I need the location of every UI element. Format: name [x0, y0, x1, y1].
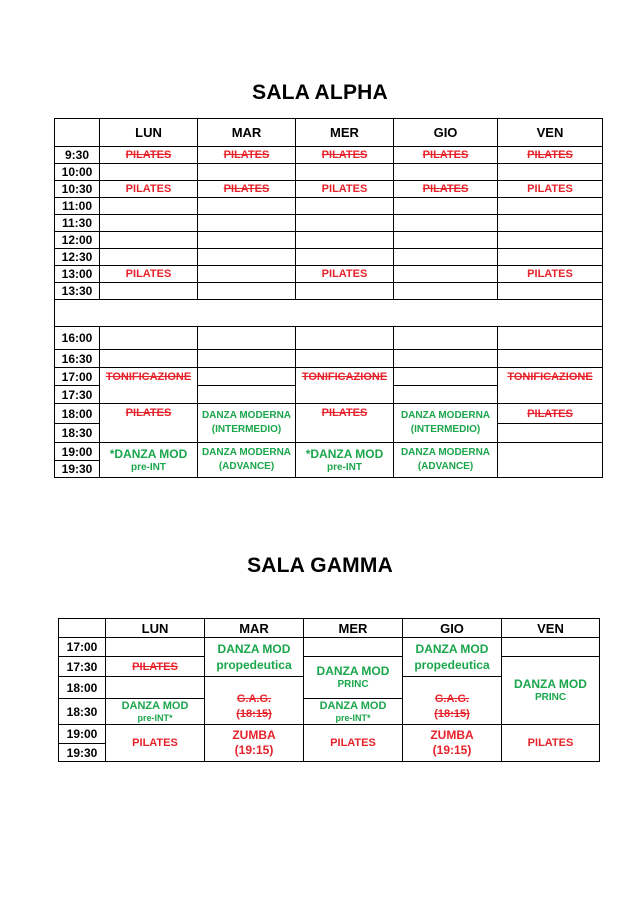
class-cell-danza-mod-propedeutica: [403, 638, 502, 677]
empty-cell: [296, 232, 394, 249]
empty-cell: [100, 198, 198, 215]
table-row: [55, 181, 603, 198]
sala-gamma-title: SALA GAMMA: [247, 554, 393, 577]
empty-cell: [198, 249, 296, 266]
corner-cell: [59, 619, 106, 638]
time-cell: 18:00: [55, 404, 100, 424]
empty-cell: [394, 368, 498, 386]
class-cell-pilates: PILATES: [296, 266, 394, 283]
time-cell: 9:30: [55, 147, 100, 164]
sala-alpha-title: SALA ALPHA: [252, 81, 388, 104]
time-cell: 16:00: [55, 327, 100, 350]
class-cell-pilates-cancelled: PILATES: [100, 147, 198, 164]
empty-cell: [106, 677, 205, 699]
time-cell: 10:00: [55, 164, 100, 181]
table-row: [55, 266, 603, 283]
time-cell: 13:00: [55, 266, 100, 283]
empty-cell: [498, 350, 603, 368]
class-cell-danza-mod-pre-int: [100, 443, 198, 478]
class-cell-pilates-cancelled: PILATES: [198, 181, 296, 198]
class-cell-pilates: PILATES: [502, 725, 600, 762]
class-cell-danza-moderna-advance: [394, 443, 498, 478]
class-name: DANZA MOD: [514, 677, 587, 691]
time-cell: 13:30: [55, 283, 100, 300]
class-level: propedeutica: [414, 658, 490, 672]
class-cell-pilates: PILATES: [498, 266, 603, 283]
day-header-mar: MAR: [205, 619, 304, 638]
class-name: ZUMBA: [430, 728, 474, 742]
class-name: DANZA MODERNA: [400, 410, 491, 421]
time-cell: 12:00: [55, 232, 100, 249]
day-header-lun: LUN: [100, 119, 198, 147]
time-cell: 17:00: [59, 638, 106, 657]
day-header-ven: VEN: [502, 619, 600, 638]
class-cell-pilates-cancelled: PILATES: [498, 147, 603, 164]
class-cell-pilates: PILATES: [498, 181, 603, 198]
empty-cell: [498, 215, 603, 232]
class-cell-pilates-cancelled: PILATES: [106, 657, 205, 677]
empty-cell: [498, 424, 603, 443]
time-cell: 19:00: [55, 443, 100, 461]
class-cell-tonificazione-cancelled: TONIFICAZIONE: [296, 368, 394, 404]
class-cell-pilates-cancelled: PILATES: [296, 147, 394, 164]
time-cell: 17:30: [55, 386, 100, 404]
day-header-mer: MER: [296, 119, 394, 147]
class-time: (19:15): [234, 743, 274, 757]
sala-alpha-schedule-table: [54, 118, 603, 478]
empty-cell: [296, 198, 394, 215]
empty-cell: [106, 638, 205, 657]
class-name: DANZA MOD: [121, 700, 189, 712]
empty-cell: [394, 350, 498, 368]
class-cell-pilates: PILATES: [100, 181, 198, 198]
class-name: *DANZA MOD: [305, 446, 384, 461]
class-cell-pilates-cancelled: PILATES: [198, 147, 296, 164]
empty-cell: [394, 266, 498, 283]
empty-cell: [394, 386, 498, 404]
time-cell: 19:00: [59, 725, 106, 744]
empty-cell: [304, 638, 403, 657]
table-row: [55, 404, 603, 424]
table-row: [59, 638, 600, 657]
empty-cell: [100, 232, 198, 249]
empty-cell: [296, 164, 394, 181]
break-row: [55, 300, 603, 327]
empty-cell: [498, 327, 603, 350]
class-level: pre-INT: [327, 461, 362, 473]
empty-cell: [100, 283, 198, 300]
empty-cell: [198, 198, 296, 215]
table-row: [55, 350, 603, 368]
day-header-gio: GIO: [394, 119, 498, 147]
break-cell: [55, 300, 603, 327]
time-cell: 18:30: [55, 424, 100, 443]
empty-cell: [198, 350, 296, 368]
empty-cell: [394, 327, 498, 350]
table-header-row: [55, 119, 603, 147]
empty-cell: [498, 443, 603, 478]
class-cell-pilates: PILATES: [100, 266, 198, 283]
time-cell: 18:30: [59, 699, 106, 725]
empty-cell: [296, 327, 394, 350]
class-cell-zumba: [403, 725, 502, 762]
empty-cell: [100, 350, 198, 368]
class-cell-pilates: PILATES: [296, 181, 394, 198]
empty-cell: [198, 283, 296, 300]
class-cell-gag-cancelled: [403, 677, 502, 725]
empty-cell: [394, 215, 498, 232]
empty-cell: [198, 386, 296, 404]
class-level: pre-INT*: [137, 713, 173, 723]
class-cell-pilates-cancelled: PILATES: [394, 147, 498, 164]
table-row: [55, 198, 603, 215]
table-row: [55, 249, 603, 266]
table-row: [55, 368, 603, 386]
class-cell-zumba: [205, 725, 304, 762]
empty-cell: [198, 327, 296, 350]
time-cell: 18:00: [59, 677, 106, 699]
empty-cell: [498, 283, 603, 300]
time-cell: 17:00: [55, 368, 100, 386]
empty-cell: [296, 350, 394, 368]
empty-cell: [100, 249, 198, 266]
table-row: [55, 215, 603, 232]
empty-cell: [394, 232, 498, 249]
class-cell-danza-mod-pre-int: [296, 443, 394, 478]
class-time: (19:15): [432, 743, 472, 757]
class-level: (INTERMEDIO): [211, 424, 282, 435]
time-cell: 12:30: [55, 249, 100, 266]
sala-gamma-schedule-table: [58, 618, 600, 762]
time-cell: 11:30: [55, 215, 100, 232]
class-level: PRINC: [534, 692, 567, 703]
class-level: pre-INT*: [335, 713, 371, 723]
class-name: DANZA MODERNA: [201, 447, 292, 458]
empty-cell: [198, 266, 296, 283]
table-row: [55, 232, 603, 249]
empty-cell: [100, 164, 198, 181]
corner-cell: [55, 119, 100, 147]
empty-cell: [502, 638, 600, 657]
empty-cell: [198, 368, 296, 386]
time-cell: 10:30: [55, 181, 100, 198]
class-level: propedeutica: [216, 658, 292, 672]
empty-cell: [296, 215, 394, 232]
class-cell-danza-mod-pre-int: [106, 699, 205, 725]
class-cell-danza-mod-pre-int: [304, 699, 403, 725]
empty-cell: [296, 283, 394, 300]
time-cell: 11:00: [55, 198, 100, 215]
class-cell-pilates: PILATES: [304, 725, 403, 762]
class-level: (INTERMEDIO): [410, 424, 481, 435]
day-header-gio: GIO: [403, 619, 502, 638]
empty-cell: [198, 232, 296, 249]
table-row: [55, 327, 603, 350]
empty-cell: [394, 164, 498, 181]
class-time: (18:15): [434, 708, 470, 720]
table-row: [55, 283, 603, 300]
empty-cell: [498, 249, 603, 266]
time-cell: 16:30: [55, 350, 100, 368]
table-row: [55, 443, 603, 461]
empty-cell: [198, 215, 296, 232]
class-cell-pilates-cancelled: PILATES: [394, 181, 498, 198]
class-level: (ADVANCE): [218, 461, 275, 472]
class-name: DANZA MODERNA: [201, 410, 292, 421]
class-name: ZUMBA: [232, 728, 276, 742]
class-cell-danza-mod-princ: [502, 657, 600, 725]
class-level: pre-INT: [131, 461, 166, 473]
class-cell-tonificazione-cancelled: TONIFICAZIONE: [498, 368, 603, 404]
class-name: G.A.G.: [434, 693, 470, 705]
class-name: DANZA MOD: [319, 700, 387, 712]
empty-cell: [296, 249, 394, 266]
class-cell-gag-cancelled: [205, 677, 304, 725]
empty-cell: [394, 198, 498, 215]
table-row: [55, 164, 603, 181]
class-cell-danza-mod-propedeutica: [205, 638, 304, 677]
class-cell-pilates: PILATES: [106, 725, 205, 762]
day-header-ven: VEN: [498, 119, 603, 147]
time-cell: 19:30: [59, 744, 106, 762]
table-row: [55, 147, 603, 164]
day-header-mer: MER: [304, 619, 403, 638]
table-row: [59, 657, 600, 677]
class-name: DANZA MOD: [415, 642, 489, 656]
class-cell-pilates-cancelled: PILATES: [498, 404, 603, 424]
empty-cell: [498, 232, 603, 249]
class-cell-pilates-cancelled: PILATES: [100, 404, 198, 443]
class-cell-danza-moderna-intermedio: [198, 404, 296, 443]
table-header-row: [59, 619, 600, 638]
empty-cell: [100, 215, 198, 232]
class-name: DANZA MOD: [217, 642, 291, 656]
class-level: PRINC: [337, 679, 369, 690]
class-cell-pilates-cancelled: PILATES: [296, 404, 394, 443]
empty-cell: [394, 249, 498, 266]
empty-cell: [394, 283, 498, 300]
class-level: (ADVANCE): [417, 461, 474, 472]
class-name: DANZA MODERNA: [400, 447, 491, 458]
time-cell: 17:30: [59, 657, 106, 677]
class-cell-danza-mod-princ: [304, 657, 403, 699]
empty-cell: [498, 198, 603, 215]
time-cell: 19:30: [55, 461, 100, 478]
day-header-mar: MAR: [198, 119, 296, 147]
empty-cell: [100, 327, 198, 350]
class-cell-danza-moderna-intermedio: [394, 404, 498, 443]
class-name: DANZA MOD: [316, 664, 390, 678]
class-time: (18:15): [236, 708, 272, 720]
class-name: *DANZA MOD: [109, 446, 188, 461]
class-cell-danza-moderna-advance: [198, 443, 296, 478]
day-header-lun: LUN: [106, 619, 205, 638]
empty-cell: [198, 164, 296, 181]
class-name: G.A.G.: [236, 693, 272, 705]
empty-cell: [498, 164, 603, 181]
table-row: [59, 725, 600, 744]
class-cell-tonificazione-cancelled: TONIFICAZIONE: [100, 368, 198, 404]
